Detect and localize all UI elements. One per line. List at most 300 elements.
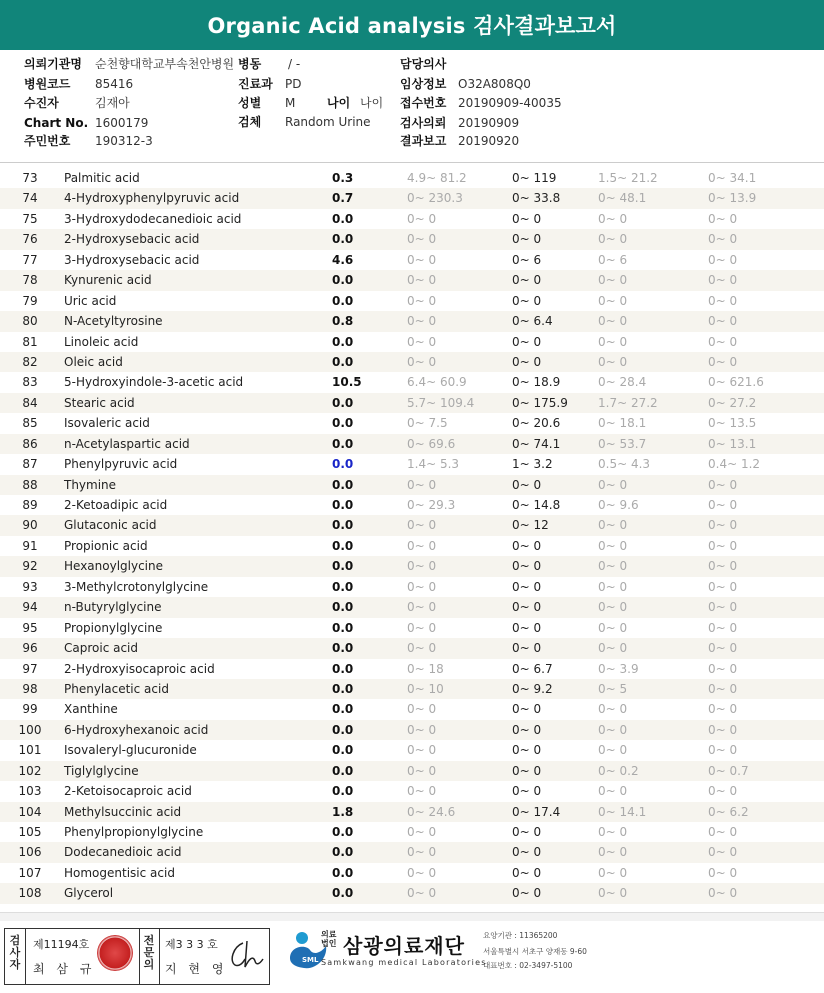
- reference-range-4: 0~ 0: [708, 886, 738, 901]
- row-number: 96: [22, 641, 38, 656]
- row-number: 108: [18, 886, 42, 901]
- reference-range-2: 0~ 20.6: [512, 416, 561, 431]
- reference-range-4: 0~ 0: [708, 354, 738, 369]
- reference-range-4: 0~ 6.2: [708, 804, 749, 819]
- reference-range-3: 0~ 0: [598, 825, 628, 839]
- table-row: [0, 638, 824, 658]
- table-row: [0, 352, 824, 372]
- analyte-name: 2-Ketoisocaproic acid: [64, 784, 192, 799]
- specimen-value: Random Urine: [285, 115, 371, 129]
- result-value: 0.0: [332, 273, 354, 288]
- reference-range-4: 0~ 0: [708, 293, 738, 308]
- row-number: 98: [22, 681, 38, 696]
- examiner-seal: [97, 935, 133, 971]
- row-number: 83: [22, 375, 38, 390]
- row-number: 75: [22, 211, 38, 226]
- analyte-name: Linoleic acid: [64, 334, 139, 349]
- analyte-name: Propionic acid: [64, 538, 148, 553]
- reference-range-4: 0~ 13.9: [708, 191, 757, 206]
- reference-range-4: 0~ 0: [708, 579, 738, 594]
- reference-range-2: 0~ 6.4: [512, 314, 553, 329]
- reference-range-1: 4.9~ 81.2: [407, 171, 467, 185]
- analyte-name: Hexanoylglycine: [64, 559, 164, 574]
- reference-range-4: 0~ 13.1: [708, 436, 757, 451]
- row-number: 86: [22, 436, 38, 451]
- reference-range-1: 0~ 0: [407, 722, 437, 737]
- reference-range-3: 0~ 0: [598, 702, 628, 717]
- result-value: 0.0: [332, 518, 354, 533]
- result-value: 0.0: [332, 538, 354, 553]
- resident-value: 190312-3: [95, 134, 153, 148]
- doctor-label: 담당의사: [400, 57, 447, 71]
- analyte-name: 4-Hydroxyphenylpyruvic acid: [64, 191, 240, 206]
- reference-range-1: 0~ 0: [407, 232, 437, 247]
- analyte-name: 6-Hydroxyhexanoic acid: [64, 722, 209, 737]
- reference-range-4: 0~ 0: [708, 784, 738, 799]
- reference-range-4: 0~ 0: [708, 334, 738, 349]
- result-value: 0.0: [332, 743, 354, 758]
- result-value: 0.0: [332, 763, 354, 778]
- reference-range-3: 0~ 0: [598, 600, 628, 615]
- table-row: [0, 740, 824, 760]
- reference-range-4: 0~ 0: [708, 477, 738, 492]
- table-row: [0, 515, 824, 535]
- reference-range-3: 0~ 0: [598, 354, 628, 369]
- reference-range-2: 0~ 0: [512, 784, 542, 799]
- chart-no-label: Chart No.: [24, 116, 89, 130]
- reference-range-3: 0~ 0: [598, 334, 628, 349]
- reference-range-1: 0~ 0: [407, 784, 437, 799]
- reference-range-3: 0~ 0: [598, 579, 628, 594]
- row-number: 93: [22, 579, 38, 594]
- reference-range-4: 0~ 0: [708, 314, 738, 329]
- reference-range-2: 0~ 0: [512, 273, 542, 288]
- reference-range-1: 0~ 230.3: [407, 191, 463, 206]
- reference-range-4: 0~ 0: [708, 252, 738, 267]
- reference-range-3: 0~ 0: [598, 293, 628, 308]
- hospital-code-value: 85416: [95, 77, 134, 91]
- row-number: 79: [22, 293, 38, 308]
- analyte-name: Dodecanedioic acid: [64, 845, 182, 860]
- row-number: 97: [22, 661, 38, 676]
- patient-info-panel: [0, 50, 824, 163]
- divider: [25, 929, 26, 984]
- reference-range-2: 0~ 6.7: [512, 661, 553, 676]
- reference-range-4: 0~ 27.2: [708, 395, 757, 410]
- examiner-license: 제11194호: [33, 938, 90, 951]
- reference-range-2: 1~ 3.2: [512, 457, 553, 472]
- result-value: 0.8: [332, 314, 354, 329]
- result-value: 0.0: [332, 436, 354, 451]
- divider: [139, 929, 140, 984]
- table-row: [0, 659, 824, 679]
- reference-range-2: 0~ 119: [512, 171, 557, 185]
- table-row: [0, 393, 824, 413]
- table-row: [0, 842, 824, 862]
- reference-range-4: 0~ 0: [708, 232, 738, 247]
- reference-range-1: 1.4~ 5.3: [407, 457, 460, 472]
- reference-range-3: 0~ 0: [598, 559, 628, 574]
- result-value: 0.0: [332, 681, 354, 696]
- table-row: [0, 822, 824, 842]
- result-value: 0.0: [332, 825, 354, 839]
- reference-range-1: 0~ 0: [407, 538, 437, 553]
- row-number: 106: [18, 845, 42, 860]
- result-value: 0.0: [332, 232, 354, 247]
- reference-range-3: 0~ 0: [598, 641, 628, 656]
- hospital-code-label: 병원코드: [24, 77, 71, 91]
- table-row: [0, 883, 824, 903]
- row-number: 80: [22, 314, 38, 329]
- reference-range-3: 0~ 0: [598, 865, 628, 880]
- reference-range-2: 0~ 0: [512, 211, 542, 226]
- reference-range-4: 0~ 0: [708, 211, 738, 226]
- examiner-name: 최 삼 규: [33, 962, 96, 976]
- result-value: 0.0: [332, 886, 354, 901]
- result-value: 0.7: [332, 191, 354, 206]
- table-row: [0, 372, 824, 392]
- reference-range-1: 0~ 0: [407, 579, 437, 594]
- table-row: [0, 291, 824, 311]
- reference-range-3: 0~ 18.1: [598, 416, 647, 431]
- reference-range-2: 0~ 0: [512, 702, 542, 717]
- row-number: 81: [22, 334, 38, 349]
- reference-range-2: 0~ 0: [512, 538, 542, 553]
- result-value: 0.0: [332, 477, 354, 492]
- result-value: 0.0: [332, 722, 354, 737]
- org-name: 삼광의료재단: [343, 934, 465, 958]
- analyte-name: Oleic acid: [64, 354, 123, 369]
- table-row: [0, 270, 824, 290]
- reference-range-4: 0~ 0: [708, 743, 738, 758]
- table-row: [0, 863, 824, 883]
- table-row: [0, 802, 824, 822]
- reference-range-2: 0~ 33.8: [512, 191, 561, 206]
- row-number: 74: [22, 191, 38, 206]
- reference-range-2: 0~ 0: [512, 743, 542, 758]
- table-row: [0, 597, 824, 617]
- reference-range-4: 0~ 0: [708, 600, 738, 615]
- reference-range-3: 0~ 0: [598, 784, 628, 799]
- row-number: 95: [22, 620, 38, 635]
- reference-range-2: 0~ 0: [512, 293, 542, 308]
- analyte-name: Palmitic acid: [64, 171, 140, 185]
- row-number: 107: [18, 865, 42, 880]
- table-row: [0, 761, 824, 781]
- row-number: 103: [18, 784, 42, 799]
- reference-range-1: 0~ 0: [407, 273, 437, 288]
- table-row: [0, 311, 824, 331]
- reference-range-2: 0~ 0: [512, 600, 542, 615]
- table-row: [0, 188, 824, 208]
- analyte-name: n-Butyrylglycine: [64, 600, 162, 615]
- reference-range-3: 0~ 28.4: [598, 375, 647, 390]
- reference-range-1: 0~ 0: [407, 845, 437, 860]
- reference-range-4: 0~ 0: [708, 825, 738, 839]
- reference-range-4: 0~ 0: [708, 559, 738, 574]
- analyte-name: Phenylpropionylglycine: [64, 825, 204, 839]
- logo-text: SML: [302, 956, 319, 964]
- table-row: [0, 229, 824, 249]
- reference-range-3: 0~ 0.2: [598, 763, 639, 778]
- analyte-name: 3-Hydroxydodecanedioic acid: [64, 211, 242, 226]
- analyte-name: N-Acetyltyrosine: [64, 314, 163, 329]
- row-number: 73: [22, 171, 38, 185]
- reference-range-1: 0~ 24.6: [407, 804, 456, 819]
- age-value: 나이: [360, 96, 384, 110]
- report-title: Organic Acid analysis 검사결과보고서: [0, 0, 824, 50]
- signature-graphic: [225, 937, 265, 973]
- reference-range-1: 0~ 0: [407, 763, 437, 778]
- table-row: [0, 413, 824, 433]
- institution-value: 순천향대학교부속천안병원: [95, 57, 235, 71]
- analyte-name: Uric acid: [64, 293, 117, 308]
- reference-range-2: 0~ 12: [512, 518, 549, 533]
- reference-range-2: 0~ 0: [512, 354, 542, 369]
- row-number: 94: [22, 600, 38, 615]
- reference-range-3: 0~ 0: [598, 477, 628, 492]
- reference-range-3: 0~ 6: [598, 252, 628, 267]
- clinical-info-label: 임상정보: [400, 77, 447, 91]
- reference-range-4: 0~ 0: [708, 518, 738, 533]
- result-value: 0.0: [332, 845, 354, 860]
- result-value: 0.0: [332, 579, 354, 594]
- reference-range-4: 0~ 0: [708, 273, 738, 288]
- reference-range-1: 0~ 0: [407, 641, 437, 656]
- result-value: 0.0: [332, 211, 354, 226]
- reference-range-3: 0~ 0: [598, 886, 628, 901]
- reference-range-3: 0~ 0: [598, 232, 628, 247]
- row-number: 100: [18, 722, 42, 737]
- specialist-license: 제3 3 3 호: [165, 938, 218, 951]
- analyte-name: 5-Hydroxyindole-3-acetic acid: [64, 375, 244, 390]
- reference-range-4: 0~ 13.5: [708, 416, 757, 431]
- report-date-label: 결과보고: [400, 134, 447, 148]
- request-label: 검사의뢰: [400, 116, 447, 130]
- result-value: 0.0: [332, 395, 354, 410]
- reference-range-2: 0~ 0: [512, 722, 542, 737]
- analyte-name: Glutaconic acid: [64, 518, 157, 533]
- row-number: 87: [22, 457, 38, 472]
- reference-range-4: 0~ 34.1: [708, 171, 757, 185]
- reference-range-3: 1.5~ 21.2: [598, 171, 658, 185]
- reference-range-4: 0~ 0: [708, 498, 738, 512]
- patient-value: 김재아: [95, 96, 130, 110]
- table-row: [0, 699, 824, 719]
- reference-range-2: 0~ 9.2: [512, 681, 553, 696]
- table-row: [0, 618, 824, 638]
- reference-range-3: 0~ 0: [598, 722, 628, 737]
- reference-range-3: 0~ 0: [598, 314, 628, 329]
- reference-range-1: 0~ 0: [407, 865, 437, 880]
- reference-range-3: 0~ 0: [598, 518, 628, 533]
- reference-range-3: 0~ 5: [598, 681, 628, 696]
- result-value: 1.8: [332, 804, 354, 819]
- row-number: 101: [18, 743, 42, 758]
- reference-range-1: 0~ 0: [407, 314, 437, 329]
- table-row: [0, 332, 824, 352]
- table-row: [0, 475, 824, 495]
- table-row: [0, 679, 824, 699]
- result-value: 0.0: [332, 293, 354, 308]
- result-value: 0.0: [332, 600, 354, 615]
- analyte-name: 3-Methylcrotonylglycine: [64, 579, 209, 594]
- reference-range-3: 0~ 0: [598, 845, 628, 860]
- table-row: [0, 536, 824, 556]
- result-value: 0.0: [332, 334, 354, 349]
- reference-range-4: 0~ 0: [708, 702, 738, 717]
- analyte-name: 3-Hydroxysebacic acid: [64, 252, 200, 267]
- table-row: [0, 168, 824, 188]
- table-row: [0, 556, 824, 576]
- reference-range-2: 0~ 0: [512, 477, 542, 492]
- reference-range-2: 0~ 17.4: [512, 804, 561, 819]
- row-number: 102: [18, 763, 42, 778]
- department-value: PD: [285, 77, 302, 91]
- reference-range-1: 0~ 0: [407, 518, 437, 533]
- request-value: 20190909: [458, 116, 520, 130]
- row-number: 90: [22, 518, 38, 533]
- reference-range-2: 0~ 0: [512, 620, 542, 635]
- reference-range-3: 0~ 3.9: [598, 661, 639, 676]
- reference-range-2: 0~ 0: [512, 865, 542, 880]
- reference-range-2: 0~ 6: [512, 252, 542, 267]
- reference-range-1: 0~ 0: [407, 886, 437, 901]
- analyte-name: Thymine: [64, 477, 117, 492]
- reference-range-2: 0~ 0: [512, 334, 542, 349]
- reference-range-1: 0~ 29.3: [407, 498, 456, 512]
- reference-range-4: 0~ 0: [708, 661, 738, 676]
- table-row: [0, 434, 824, 454]
- reference-range-4: 0~ 0: [708, 722, 738, 737]
- reference-range-4: 0.4~ 1.2: [708, 457, 761, 472]
- sml-logo: [286, 928, 326, 972]
- clinical-info-value: O32A808Q0: [458, 77, 531, 91]
- result-value: 10.5: [332, 375, 362, 390]
- analyte-name: Caproic acid: [64, 641, 139, 656]
- reference-range-1: 0~ 0: [407, 702, 437, 717]
- reference-range-4: 0~ 621.6: [708, 375, 764, 390]
- chart-no-value: 1600179: [95, 116, 149, 130]
- reference-range-3: 0~ 0: [598, 743, 628, 758]
- reference-range-1: 0~ 0: [407, 293, 437, 308]
- analyte-name: 2-Ketoadipic acid: [64, 498, 168, 512]
- sex-value: M: [285, 96, 296, 110]
- reference-range-1: 0~ 7.5: [407, 416, 448, 431]
- reference-range-1: 0~ 0: [407, 334, 437, 349]
- result-value: 0.0: [332, 354, 354, 369]
- reference-range-4: 0~ 0: [708, 865, 738, 880]
- reference-range-3: 0~ 53.7: [598, 436, 647, 451]
- table-row: [0, 781, 824, 801]
- reference-range-4: 0~ 0: [708, 681, 738, 696]
- report-date-value: 20190920: [458, 134, 520, 148]
- result-value: 0.0: [332, 865, 354, 880]
- row-number: 84: [22, 395, 38, 410]
- row-number: 89: [22, 498, 38, 512]
- result-value: 0.0: [332, 416, 354, 431]
- ward-value: / -: [288, 57, 301, 71]
- reference-range-3: 1.7~ 27.2: [598, 395, 658, 410]
- result-value: 0.0: [332, 559, 354, 574]
- signature-box: [4, 928, 270, 985]
- analyte-name: Kynurenic acid: [64, 273, 152, 288]
- reference-range-3: 0~ 14.1: [598, 804, 647, 819]
- result-value: 0.0: [332, 620, 354, 635]
- row-number: 76: [22, 232, 38, 247]
- department-label: 진료과: [238, 77, 273, 91]
- row-number: 88: [22, 477, 38, 492]
- reference-range-4: 0~ 0: [708, 845, 738, 860]
- footer-divider: [0, 912, 824, 921]
- reference-range-1: 0~ 0: [407, 354, 437, 369]
- reference-range-3: 0~ 0: [598, 538, 628, 553]
- examiner-vertical-label: 검사자: [9, 934, 21, 971]
- result-value: 4.6: [332, 252, 354, 267]
- analyte-name: n-Acetylaspartic acid: [64, 436, 190, 451]
- reference-range-2: 0~ 0: [512, 579, 542, 594]
- receipt-value: 20190909-40035: [458, 96, 562, 110]
- result-value: 0.0: [332, 702, 354, 717]
- reference-range-1: 0~ 0: [407, 743, 437, 758]
- reference-range-2: 0~ 0: [512, 886, 542, 901]
- result-value: 0.0: [332, 457, 354, 472]
- reference-range-1: 0~ 0: [407, 825, 437, 839]
- analyte-name: Stearic acid: [64, 395, 135, 410]
- analyte-name: Isovaleryl-glucuronide: [64, 743, 197, 758]
- contact-line-1: 요양기관 : 11365200: [483, 931, 558, 940]
- analyte-name: Phenylpyruvic acid: [64, 457, 178, 472]
- analyte-name: Xanthine: [64, 702, 118, 717]
- reference-range-2: 0~ 175.9: [512, 395, 568, 410]
- reference-range-1: 0~ 0: [407, 600, 437, 615]
- table-row: [0, 454, 824, 474]
- analyte-name: 2-Hydroxysebacic acid: [64, 232, 200, 247]
- result-value: 0.0: [332, 784, 354, 799]
- reference-range-1: 0~ 0: [407, 620, 437, 635]
- reference-range-1: 0~ 0: [407, 211, 437, 226]
- analyte-name: Homogentisic acid: [64, 865, 175, 880]
- contact-line-3: 대표번호 : 02-3497-5100: [483, 961, 573, 970]
- table-row: [0, 720, 824, 740]
- analyte-name: 2-Hydroxyisocaproic acid: [64, 661, 215, 676]
- result-value: 0.3: [332, 171, 354, 185]
- divider: [159, 929, 160, 984]
- org-english-name: Samkwang medical Laboratories: [321, 958, 487, 967]
- result-value: 0.0: [332, 641, 354, 656]
- reference-range-2: 0~ 18.9: [512, 375, 561, 390]
- reference-range-3: 0~ 9.6: [598, 498, 639, 512]
- row-number: 92: [22, 559, 38, 574]
- reference-range-4: 0~ 0: [708, 538, 738, 553]
- analyte-name: Glycerol: [64, 886, 114, 901]
- row-number: 82: [22, 354, 38, 369]
- row-number: 91: [22, 538, 38, 553]
- institution-label: 의뢰기관명: [24, 57, 82, 71]
- reference-range-1: 0~ 18: [407, 661, 444, 676]
- reference-range-3: 0.5~ 4.3: [598, 457, 651, 472]
- reference-range-3: 0~ 0: [598, 211, 628, 226]
- reference-range-2: 0~ 0: [512, 845, 542, 860]
- analyte-name: Tiglylglycine: [64, 763, 139, 778]
- reference-range-1: 0~ 69.6: [407, 436, 456, 451]
- reference-range-1: 5.7~ 109.4: [407, 395, 475, 410]
- row-number: 104: [18, 804, 42, 819]
- table-row: [0, 209, 824, 229]
- reference-range-3: 0~ 48.1: [598, 191, 647, 206]
- reference-range-2: 0~ 74.1: [512, 436, 561, 451]
- row-number: 99: [22, 702, 38, 717]
